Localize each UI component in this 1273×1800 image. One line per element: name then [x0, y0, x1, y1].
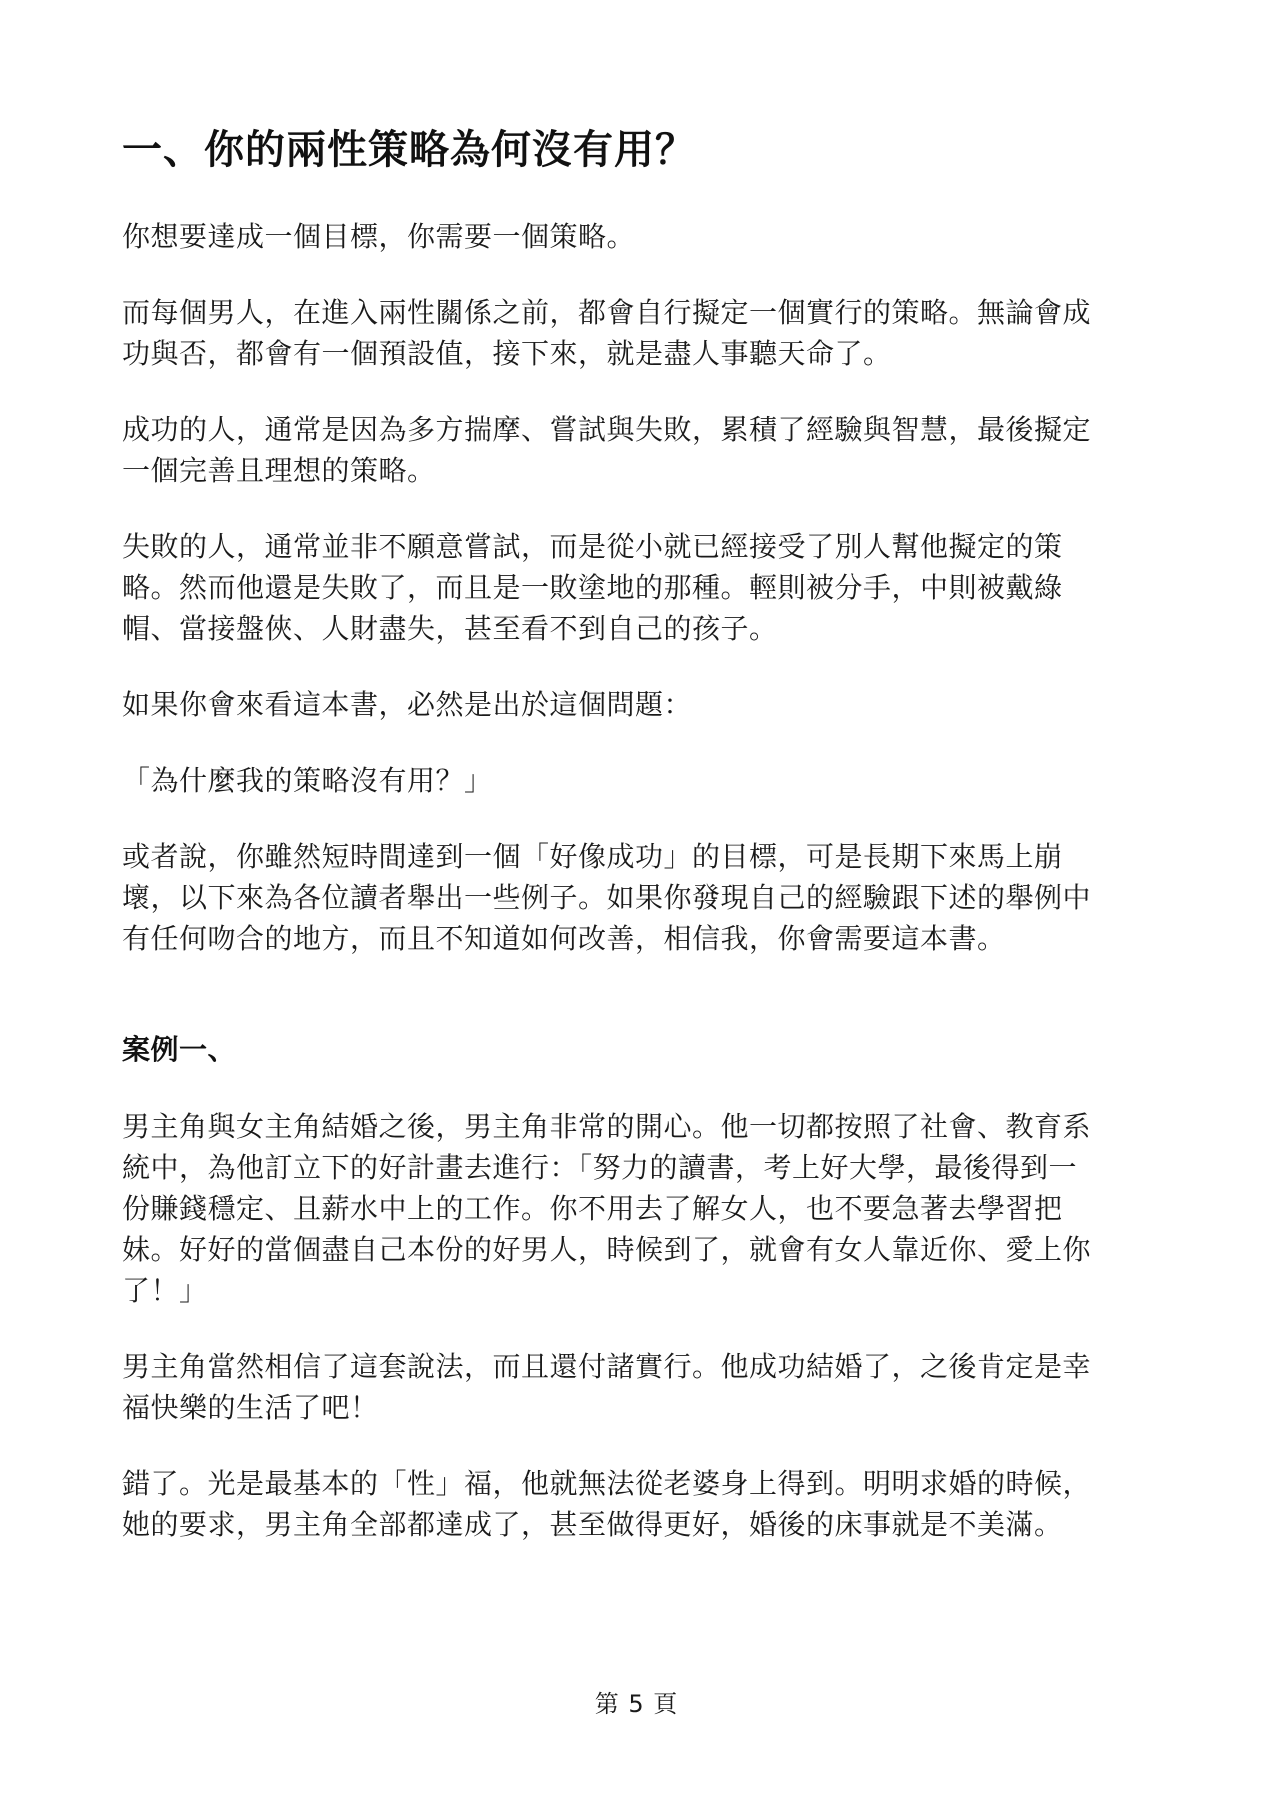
chapter-title: 一、你的兩性策略為何沒有用？	[122, 127, 696, 173]
paragraph-goal-strategy: 你想要達成一個目標，你需要一個策略。	[122, 220, 636, 253]
paragraph-question-quote: 「為什麼我的策略沒有用？」	[122, 764, 493, 797]
page-content	[122, 118, 1162, 1580]
paragraph-short-term-success: 或者說，你雖然短時間達到一個「好像成功」的目標，可是長期下來馬上崩 壞，以下來為各位讀者舉出一些例子。如果你發現自己的經驗跟下述的舉例中 有任何吻合的地方，而且不知道如何改善，相信我，你會需要這本書。	[122, 840, 1092, 955]
paragraph-reason-reading: 如果你會來看這本書，必然是出於這個問題：	[122, 688, 693, 721]
paragraph-case-marriage: 男主角與女主角結婚之後，男主角非常的開心。他一切都按照了社會、教育系 統中，為他訂立下的好計畫去進行：「努力的讀書，考上好大學，最後得到一 份賺錢穩定、且薪水中上的工作。你不用去了解女人，也不要急著去學習把 妹。好好的當個盡自己本份的好男人，時候到了，就會有女人靠近你、愛上你 了！」	[122, 1110, 1092, 1307]
case-heading: 案例一、	[122, 1033, 237, 1066]
paragraph-successful-people: 成功的人，通常是因為多方揣摩、嘗試與失敗，累積了經驗與智慧，最後擬定 一個完善且理想的策略。	[122, 413, 1092, 487]
paragraph-failed-people: 失敗的人，通常並非不願意嘗試，而是從小就已經接受了別人幫他擬定的策 略。然而他還是失敗了，而且是一敗塗地的那種。輕則被分手，中則被戴綠 帽、當接盤俠、人財盡失，甚至看不到自己的孩子。	[122, 530, 1063, 645]
paragraph-every-man: 而每個男人，在進入兩性關係之前，都會自行擬定一個實行的策略。無論會成 功與否，都會有一個預設值，接下來，就是盡人事聽天命了。	[122, 296, 1092, 370]
paragraph-case-belief: 男主角當然相信了這套說法，而且還付諸實行。他成功結婚了，之後肯定是幸 福快樂的生活了吧！	[122, 1350, 1092, 1424]
paragraph-case-wrong: 錯了。光是最基本的「性」福，他就無法從老婆身上得到。明明求婚的時候， 她的要求，男主角全部都達成了，甚至做得更好，婚後的床事就是不美滿。	[122, 1467, 1092, 1541]
page-number: 第 5 頁	[594, 1690, 679, 1718]
